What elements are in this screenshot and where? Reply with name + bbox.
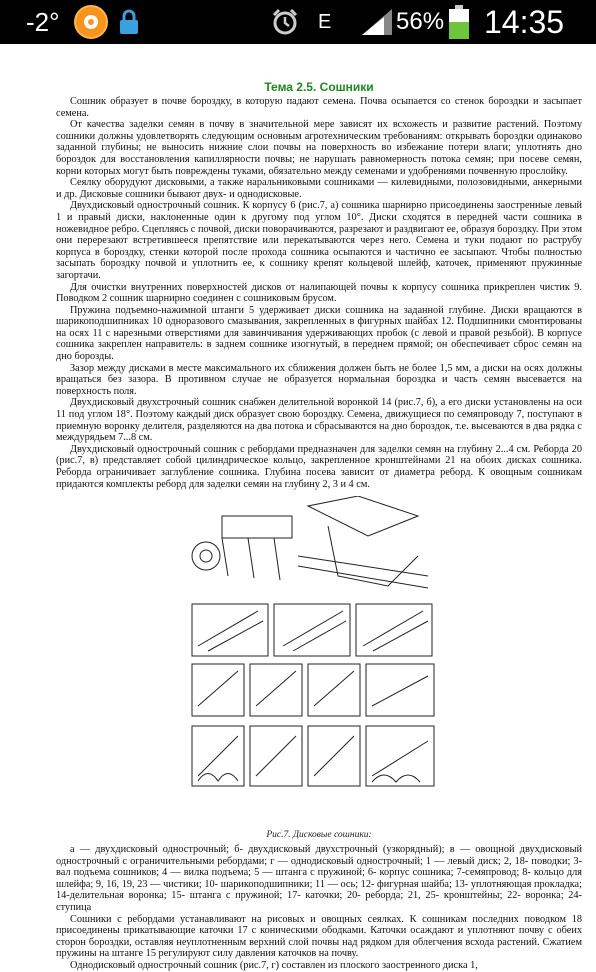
page-title: Тема 2.5. Сошники (264, 80, 374, 94)
signal-icon (360, 0, 392, 44)
paragraph: а — двухдисковый однострочный; б- двухдисковый двухстрочный (узкорядный); в — овощной двухдисковый однострочный с ограничительными ребордами; г — однодисковый однострочный; 1 — левый диск; 2, 18- поводки; 3- вал подъема сошников; 4 — вилка подъема; 5 — штанга с пружиной; 6- корпус сошника; 7-семяпровод; 8- кольцо для шлейфа; 9, 16, 19, 23 — чистики; 10- шарикоподшипники; 11 — ось; 12- фигурная шайба; 13- уплотняющая прокладка; 14-делительная воронка; 15- штанга с пружиной; 17- каточки; 20- реборда; 21, 25- кронштейны; 22- воронка; 24- ступица (56, 844, 582, 913)
status-bar (0, 0, 596, 44)
figure-caption: Рис.7. Дисковые сошники: (266, 830, 372, 840)
document-body-continued (56, 844, 582, 972)
lock-icon (118, 0, 140, 44)
app-a-icon (74, 0, 108, 44)
document-body (56, 96, 582, 490)
paragraph: Сошник образует в почве бороздку, в которую падают семена. Почва осыпается со стенок бороздки и засыпает семена. (56, 96, 582, 119)
paragraph: Зазор между дисками в месте максимального их сближения должен быть не более 1,5 мм, а диски на осях должны вращаться без зазора. В противном случае не образуется нормальная бороздка и часть семян высевается на поверхность поля. (56, 362, 582, 397)
paragraph: Сошники с ребордами устанавливают на рисовых и овощных сеялках. К сошникам последних поводком 18 присоединены прикатывающие каточки 17 с коническими ободками. Каточки осаждают и уплотняют почву с обеих сторон бороздки, оставляя неуплотненным верхний слой почвы над рядком для облегчения всхода растений. Сжатием пружины на штанге 15 регулируют силу давления каточков на почву. (56, 913, 582, 960)
battery-icon (448, 0, 470, 44)
document-page (56, 44, 582, 971)
paragraph: Двухдисковый однострочный сошник с ребордами предназначен для заделки семян на глубину 2...4 см. Реборда 20 (рис.7, в) представляет собой цилиндрическое кольцо, закрепленное кронштейнами 21 на обоих дисках сошника. Реборда ограничивает заглубление сошника. Глубина посева зависит от диаметра реборд. К овощным сошникам придаются комплекты реборд для заделки семян на глубину 2, 3 и 4 см. (56, 443, 582, 490)
paragraph: Однодисковый однострочный сошник (рис.7, г) составлен из плоского заостренного диска 1, (70, 959, 478, 971)
clock: 14:35 (484, 3, 565, 40)
disc-coulters-figure (188, 496, 444, 816)
temperature-indicator: -2° (26, 6, 60, 37)
alarm-icon (270, 0, 300, 44)
paragraph: От качества заделки семян в почву в значительной мере зависят их всхожесть и развитие растений. Поэтому сошники должны удовлетворять следующим основным агротехническим требованиям: открывать бороздки одинаково заданной глубины; не выносить нижние слои почвы на поверхность во избежание потери влаги; уплотнять дно бороздок для восстановления капиллярности почвы; не нарушать равномерность потока семян; при посеве семян, корни которых могут быть повреждены туками, обязательно между семенами и удобрениями почвенную прослойку. (56, 119, 582, 177)
paragraph: Для очистки внутренних поверхностей дисков от налипающей почвы к корпусу сошника прикреплен чистик 9. Поводком 2 сошник шарнирно соединен с сошниковым брусом. (56, 281, 582, 305)
paragraph: Пружина подъемно-нажимной штанги 5 удерживает диски сошника на заданной глубине. Диски вращаются в шарикоподшипниках 10 одноразового смазывания, закрепленных в фигурных шайбах 12. Подшипники смонтированы на осях 11 с нарезными отверстиями для завинчивания удерживающих пробок (с левой и правой резьбой). В корпусе сошника закреплен направитель: в заднем сошнике изогнутый, в переднем прямой; он обеспечивает сброс семян на дно борозды. (56, 304, 582, 363)
paragraph: Сеялку оборудуют дисковыми, а также наральниковыми сошниками — килевидными, полозовидными, анкерными и др. Дисковые сошники бывают двух- и однодисковые. (56, 177, 582, 200)
battery-percent: 56% (396, 8, 445, 35)
paragraph: Двухдисковый однострочный сошник. К корпусу 6 (рис.7, а) сошника шарнирно присоединены заостренные левый 1 и правый диски, наклоненные один к другому под углом 10°. Диски сходятся в передней части сошника в ножевидное ребро. Сцепляясь с почвой, диски поворачиваются, разрезают и раздвигают ее, образуя бороздку. При этом они перерезают встретившееся препятствие или перекатываются через него. Семена и туки подают по раструбу корпуса в бороздку, стенки которой после прохода сошника осыпаются и частично ее засыпают. Чтобы полностью засыпать бороздку почвой и уплотнить ее, к сошнику крепят кольцевой шлейф, каточек, применяют пружинные загортачи. (56, 200, 582, 281)
network-type-indicator: E (318, 10, 332, 33)
paragraph: Двухдисковый двухстрочный сошник снабжен делительной воронкой 14 (рис.7, б), а его диски установлены на оси 11 под углом 18°. Поэтому каждый диск образует свою бороздку. Семена, движущиеся по семяпроводу 7, поступают в приемную воронку делителя, разделяются на два потока и сбрасываются на дно бороздок, т.е. высеваются в два рядка с междурядьем 7...8 см. (56, 397, 582, 444)
